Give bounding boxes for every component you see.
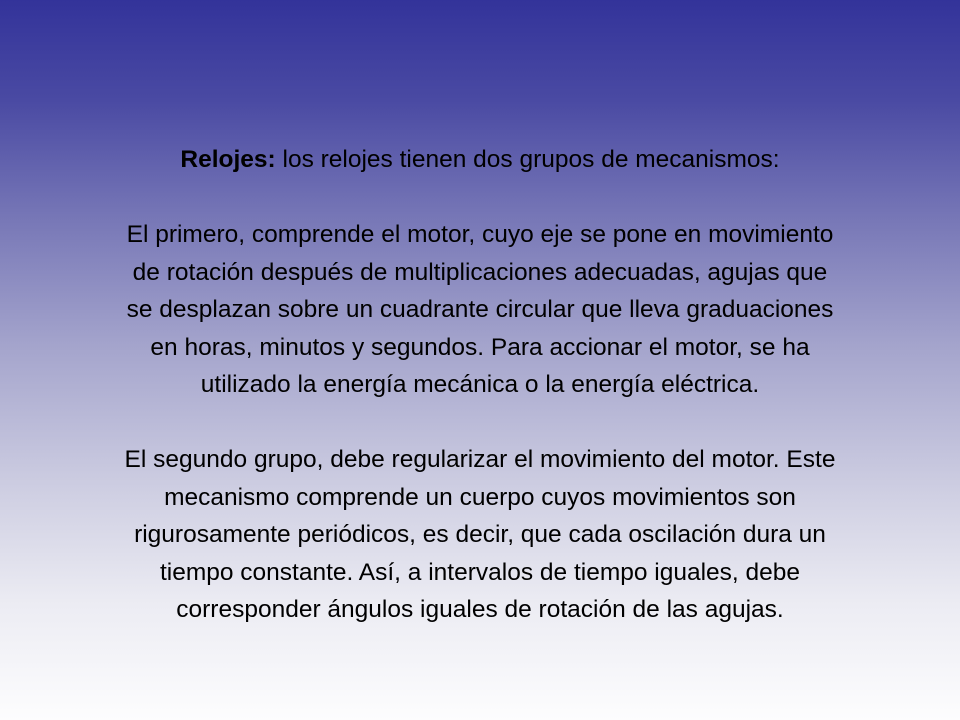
paragraph-2-line: rigurosamente periódicos, es decir, que cada oscilación dura un: [134, 521, 826, 548]
paragraph-2-line: mecanismo comprende un cuerpo cuyos movimientos son: [164, 483, 796, 511]
paragraph-1-line: de rotación después de multiplicaciones adecuadas, agujas que: [132, 258, 828, 286]
paragraph-1-line: utilizado la energía mecánica o la energía eléctrica.: [200, 371, 760, 398]
paragraph-1-line: El primero, comprende el motor, cuyo eje se pone en movimiento: [126, 221, 834, 248]
paragraph-2: [12, 441, 948, 629]
heading-term: Relojes:: [180, 146, 276, 173]
spacer: [12, 179, 948, 217]
paragraph-2-line: corresponder ángulos iguales de rotación de las agujas.: [176, 596, 784, 623]
heading-rest: los relojes tienen dos grupos de mecanismos:: [275, 146, 780, 173]
paragraph-1-line: en horas, minutos y segundos. Para accionar el motor, se ha: [150, 333, 810, 361]
paragraph-1: [12, 216, 948, 404]
paragraph-2-line: tiempo constante. Así, a intervalos de tiempo iguales, debe: [159, 558, 801, 586]
slide-content: [12, 141, 948, 629]
paragraph-1-line: se desplazan sobre un cuadrante circular que lleva graduaciones: [126, 296, 834, 323]
spacer: [12, 404, 948, 442]
slide-heading: [12, 141, 948, 179]
paragraph-2-line: El segundo grupo, debe regularizar el movimiento del motor. Este: [124, 446, 836, 473]
